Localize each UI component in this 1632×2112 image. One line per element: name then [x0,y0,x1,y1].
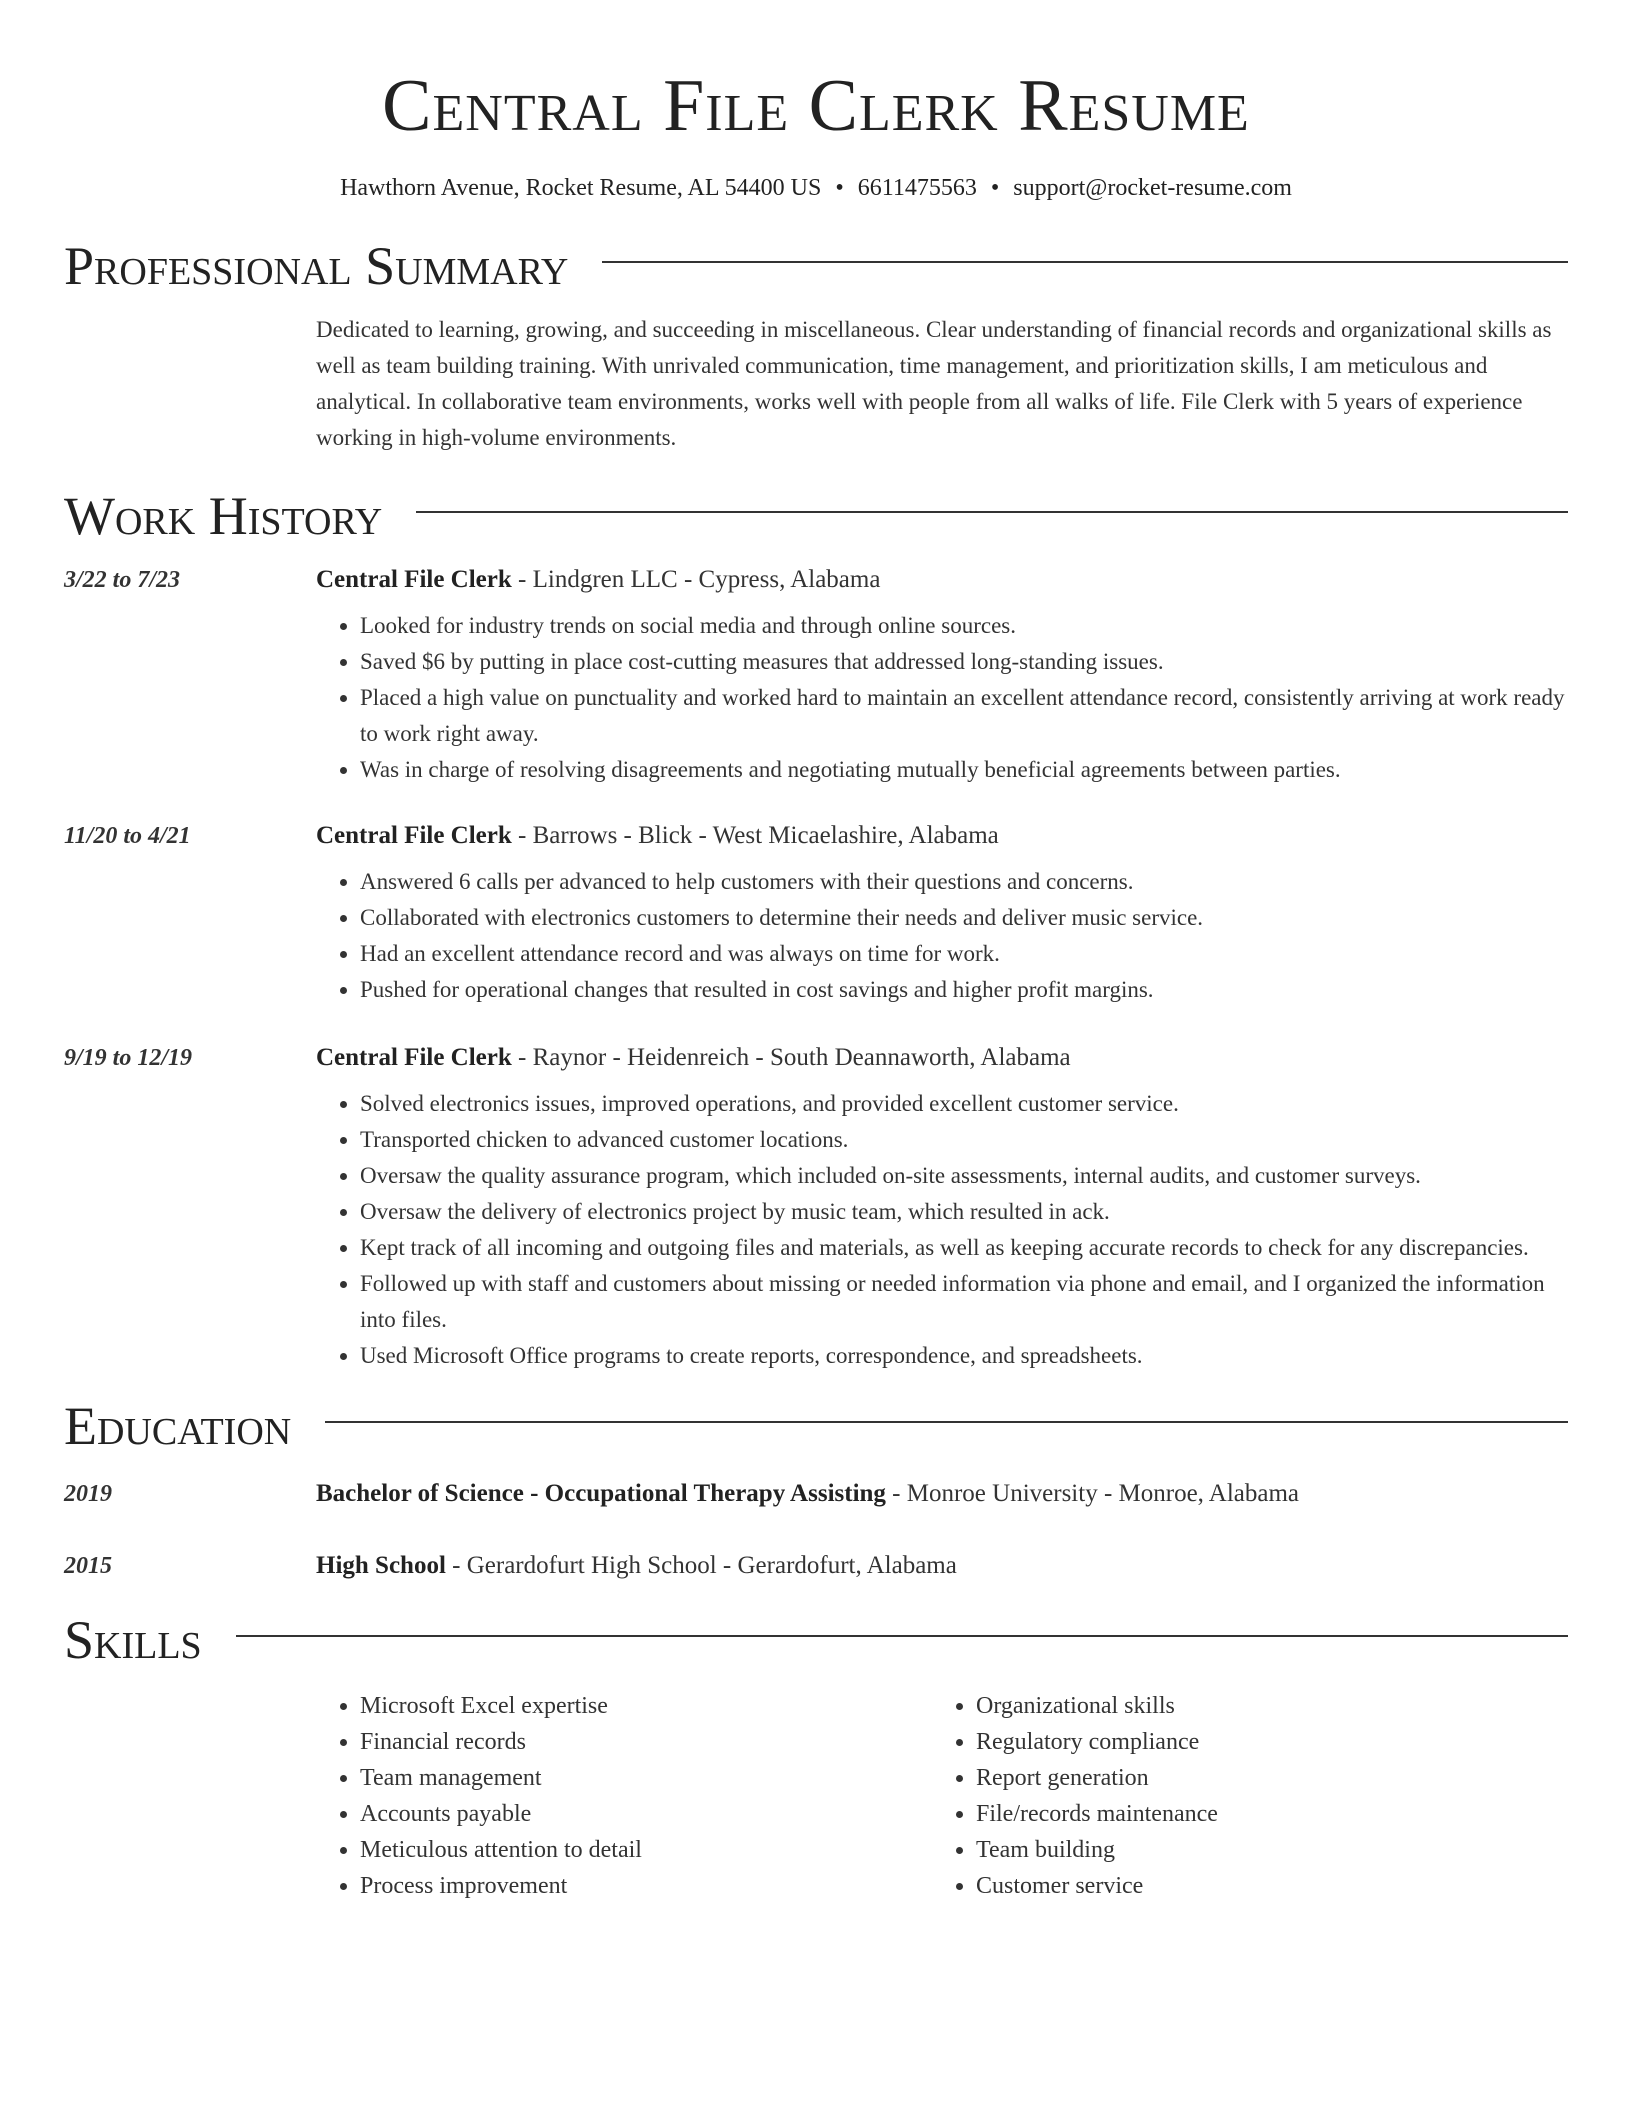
section-header [64,484,1568,548]
education-degree: High School [316,1552,446,1579]
job-details [316,818,1568,1008]
skill-item: • Process improvement [360,1868,932,1904]
section-header [64,234,1568,298]
job-bullet: • Was in charge of resolving disagreements and negotiating mutually beneficial agreements between parties. [360,752,1568,788]
job-bullet: • Looked for industry trends on social media and through online sources. [360,608,1568,644]
education-school: - Monroe University - Monroe, Alabama [885,1480,1300,1507]
job-bullet: • Kept track of all incoming and outgoing files and materials, as well as keeping accurate records to check for any discrepancies. [360,1230,1568,1266]
section-title-work-history: Work History [64,486,383,546]
skill-item: • Financial records [360,1724,932,1760]
job-heading [316,1040,1568,1076]
contact-address: Hawthorn Avenue, Rocket Resume, AL 54400 US [340,175,822,201]
job-bullet: • Oversaw the quality assurance program, which included on-site assessments, internal audits, and customer surveys. [360,1158,1568,1194]
job-bullets [316,1086,1568,1374]
skill-item: • Organizational skills [976,1688,1548,1724]
job-bullet: • Used Microsoft Office programs to create reports, correspondence, and spreadsheets. [360,1338,1568,1374]
contact-separator: • [990,175,1000,201]
section-title-education: Education [64,1396,292,1456]
summary-section [64,234,1568,456]
skill-item: • Report generation [976,1760,1548,1796]
contact-email: support@rocket-resume.com [1013,175,1292,201]
job-bullets [316,864,1568,1008]
job-entry [64,1040,1568,1374]
education-year: 2015 [64,1553,112,1579]
skills-section [64,1608,1568,1904]
summary-text: Dedicated to learning, growing, and succeeding in miscellaneous. Clear understanding of financial records and organizational skills as well as team building training. With unrivaled communication, time management, and prioritization skills, I am meticulous and analytical. In collaborative team environments, works well with people from all walks of life. File Clerk with 5 years of experience working in high-volume environments. [316,317,1552,450]
skills-column-left [316,1688,932,1904]
job-company: - Lindgren LLC - Cypress, Alabama [511,566,881,593]
education-details [316,1548,1568,1584]
section-title-skills: Skills [64,1610,202,1670]
section-header [64,1608,1568,1672]
skill-item: • Team building [976,1832,1548,1868]
education-details [316,1476,1568,1512]
resume-page [64,0,1568,1904]
skill-item: • Meticulous attention to detail [360,1832,932,1868]
section-divider [602,261,1568,263]
job-heading [316,818,1568,854]
education-section [64,1394,1568,1584]
job-entry [64,818,1568,1008]
job-bullets [316,608,1568,788]
contact-line [64,172,1568,204]
job-heading [316,562,1568,598]
job-bullet: • Collaborated with electronics customers to determine their needs and deliver music service. [360,900,1568,936]
skill-item: • Microsoft Excel expertise [360,1688,932,1724]
education-entry [64,1548,1568,1584]
education-school: - Gerardofurt High School - Gerardofurt, Alabama [445,1552,957,1579]
job-bullet: • Answered 6 calls per advanced to help customers with their questions and concerns. [360,864,1568,900]
job-details [316,1040,1568,1374]
skill-item: • Accounts payable [360,1796,932,1832]
education-entry [64,1476,1568,1512]
skill-item: • File/records maintenance [976,1796,1548,1832]
job-bullet: • Had an excellent attendance record and was always on time for work. [360,936,1568,972]
contact-separator: • [835,175,844,201]
skills-grid [316,1688,1568,1904]
job-bullet: • Solved electronics issues, improved operations, and provided excellent customer service. [360,1086,1568,1122]
skill-item: • Team management [360,1760,932,1796]
section-divider [416,511,1568,513]
job-bullet: • Saved $6 by putting in place cost-cutting measures that addressed long-standing issues. [360,644,1568,680]
job-role: Central File Clerk [316,822,512,849]
job-details [316,562,1568,788]
job-dates: 11/20 to 4/21 [64,823,191,849]
resume-title: Central File Clerk Resume [382,65,1250,147]
section-divider [236,1635,1568,1637]
job-bullet: • Oversaw the delivery of electronics project by music team, which resulted in ack. [360,1194,1568,1230]
section-header [64,1394,1568,1458]
section-title-summary: Professional Summary [64,236,569,296]
job-role: Central File Clerk [316,1044,512,1071]
job-bullet: • Followed up with staff and customers about missing or needed information via phone and email, and I organized the information into files. [360,1266,1568,1338]
education-degree: Bachelor of Science - Occupational Therapy Assisting [316,1480,886,1507]
skills-column-right [932,1688,1548,1904]
education-year: 2019 [64,1481,112,1507]
skill-item: • Customer service [976,1868,1548,1904]
work-history-section [64,484,1568,1374]
job-bullet: • Pushed for operational changes that resulted in cost savings and higher profit margins. [360,972,1568,1008]
job-bullet: • Transported chicken to advanced customer locations. [360,1122,1568,1158]
job-company: - Barrows - Blick - West Micaelashire, Alabama [511,822,999,849]
job-dates: 9/19 to 12/19 [64,1045,193,1071]
job-company: - Raynor - Heidenreich - South Deannaworth, Alabama [511,1044,1071,1071]
job-bullet: • Placed a high value on punctuality and worked hard to maintain an excellent attendance record, consistently arriving at work ready to work right away. [360,680,1568,752]
job-role: Central File Clerk [316,566,512,593]
section-divider [325,1421,1568,1423]
skill-item: • Regulatory compliance [976,1724,1548,1760]
contact-phone: 6611475563 [857,175,977,201]
job-dates: 3/22 to 7/23 [64,567,181,593]
job-entry [64,562,1568,788]
